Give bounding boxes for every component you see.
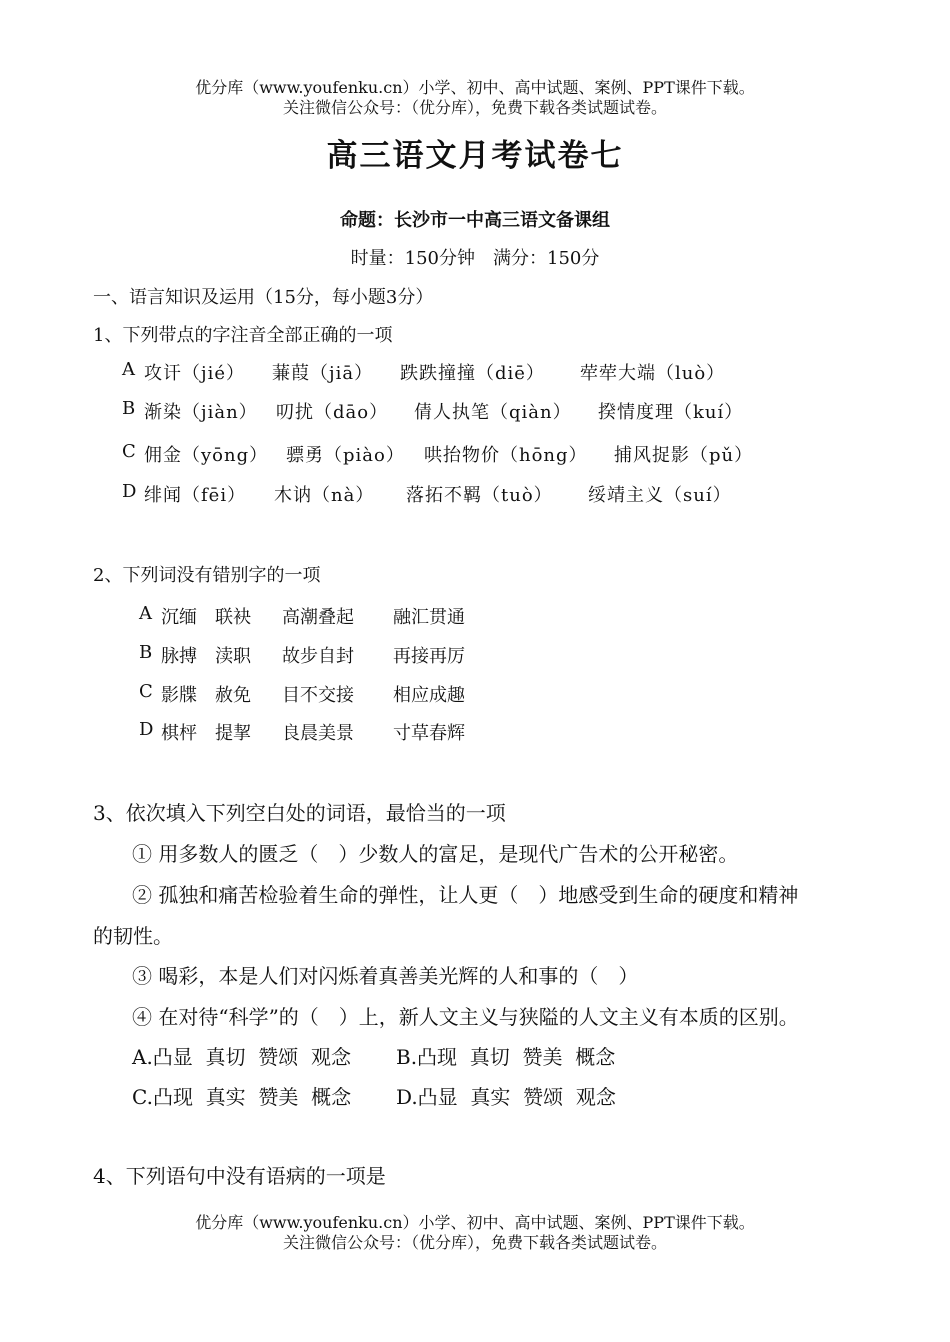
option-item: 木讷（nà） bbox=[274, 485, 375, 506]
header-line-2: 关注微信公众号：（优分库），免费下载各类试题试卷。 bbox=[282, 98, 667, 117]
option-item: 融汇贯通 bbox=[393, 607, 465, 628]
q3-option-c: C.凸现 真实 赞美 概念 bbox=[132, 1085, 352, 1109]
section-1-heading: 一、语言知识及运用（15分，每小题3分） bbox=[93, 287, 434, 308]
option-item: 联袂 bbox=[215, 607, 251, 628]
header-line-1: 优分库（www.youfenku.cn）小学、初中、高中试题、案例、PPT课件下载。 bbox=[195, 78, 755, 97]
option-letter: C bbox=[139, 681, 153, 702]
option-letter: B bbox=[122, 398, 137, 419]
q1-stem: 1、下列带点的字注音全部正确的一项 bbox=[93, 325, 393, 346]
option-item: 赦免 bbox=[215, 685, 251, 706]
option-letter: A bbox=[122, 359, 136, 380]
option-item: 佣金（yōng） bbox=[144, 445, 269, 466]
q4-stem: 4、下列语句中没有语病的一项是 bbox=[93, 1164, 386, 1188]
option-item: 高潮叠起 bbox=[282, 607, 354, 628]
option-item: 捕风捉影（pǔ） bbox=[614, 445, 754, 466]
option-item: 良晨美景 bbox=[282, 723, 354, 744]
option-item: 提挈 bbox=[215, 723, 251, 744]
option-item: 棋枰 bbox=[161, 723, 197, 744]
footer-line-2: 关注微信公众号：（优分库），免费下载各类试题试卷。 bbox=[282, 1233, 667, 1252]
option-item: 再接再厉 bbox=[393, 646, 465, 667]
q3-option-d: D.凸显 真实 赞颂 观念 bbox=[396, 1085, 616, 1109]
q3-sentence-1: ① 用多数人的匮乏（ ）少数人的富足，是现代广告术的公开秘密。 bbox=[132, 842, 739, 866]
q3-sentence-3: ③ 喝彩，本是人们对闪烁着真善美光辉的人和事的（ ） bbox=[132, 964, 639, 988]
option-item: 故步自封 bbox=[282, 646, 354, 667]
option-item: 骠勇（piào） bbox=[286, 445, 405, 466]
option-letter: D bbox=[122, 481, 138, 502]
option-letter: B bbox=[139, 642, 153, 663]
page-title: 高三语文月考试卷七 bbox=[326, 138, 624, 174]
option-item: 跌跌撞撞（diē） bbox=[400, 363, 545, 384]
option-item: 渐染（jiàn） bbox=[144, 402, 258, 423]
option-item: 倩人执笔（qiàn） bbox=[414, 402, 572, 423]
q3-sentence-2-cont: 的韧性。 bbox=[93, 924, 173, 948]
option-item: 揆情度理（kuí） bbox=[598, 402, 744, 423]
author-line: 命题：长沙市一中高三语文备课组 bbox=[340, 210, 610, 231]
q2-stem: 2、下列词没有错别字的一项 bbox=[93, 565, 321, 586]
footer-line-1: 优分库（www.youfenku.cn）小学、初中、高中试题、案例、PPT课件下载。 bbox=[195, 1213, 755, 1232]
option-item: 攻讦（jié） bbox=[144, 363, 245, 384]
option-item: 渎职 bbox=[215, 646, 251, 667]
q3-stem: 3、依次填入下列空白处的词语，最恰当的一项 bbox=[93, 801, 506, 825]
option-item: 沉缅 bbox=[161, 607, 197, 628]
option-item: 寸草春辉 bbox=[393, 723, 465, 744]
option-letter: D bbox=[139, 719, 154, 740]
option-item: 蒹葭（jiā） bbox=[272, 363, 374, 384]
option-item: 脉搏 bbox=[161, 646, 197, 667]
option-letter: A bbox=[139, 603, 152, 624]
option-item: 荦荦大端（luò） bbox=[580, 363, 726, 384]
time-info: 时量：150分钟 满分：150分 bbox=[350, 248, 600, 269]
q3-sentence-4: ④ 在对待“科学”的（ ）上，新人文主义与狭隘的人文主义有本质的区别。 bbox=[132, 1005, 799, 1029]
option-item: 叨扰（dāo） bbox=[276, 402, 389, 423]
option-item: 相应成趣 bbox=[393, 685, 465, 706]
option-letter: C bbox=[122, 441, 137, 462]
q3-option-a: A.凸显 真切 赞颂 观念 bbox=[132, 1045, 351, 1069]
option-item: 目不交接 bbox=[282, 685, 354, 706]
q3-sentence-2: ② 孤独和痛苦检验着生命的弹性，让人更（ ）地感受到生命的硬度和精神 bbox=[132, 883, 799, 907]
q3-option-b: B.凸现 真切 赞美 概念 bbox=[396, 1045, 616, 1069]
option-item: 落拓不羁（tuò） bbox=[406, 485, 553, 506]
option-item: 绯闻（fēi） bbox=[144, 485, 247, 506]
option-item: 影牒 bbox=[161, 685, 197, 706]
option-item: 绥靖主义（suí） bbox=[588, 485, 732, 506]
option-item: 哄抬物价（hōng） bbox=[424, 445, 588, 466]
